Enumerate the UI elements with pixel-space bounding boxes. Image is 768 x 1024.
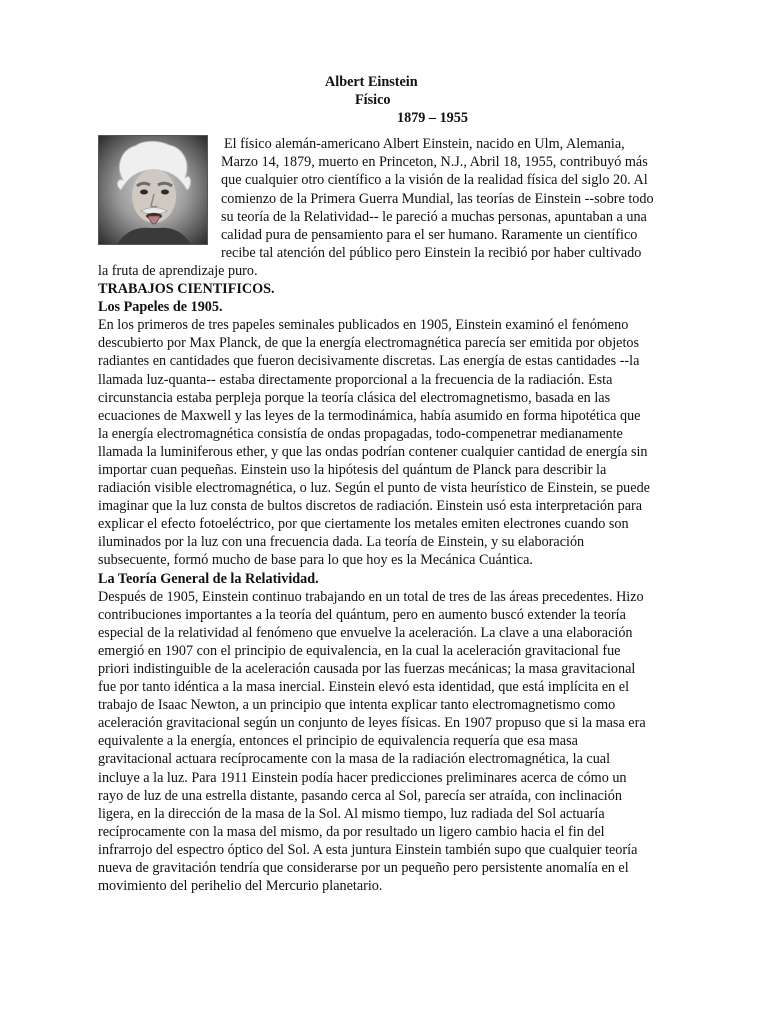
life-years: 1879 – 1955 <box>397 110 468 127</box>
relatividad-paragraph: Después de 1905, Einstein continuo trabajando en un total de tres de las áreas precedentes. Hizo contribuciones importantes a la teoría del quántum, pero en aumento buscó extender la teoría especial de la relatividad al fenómeno que envuelve la aceleración. La clave a una elaboración emergió en 1907 con el principio de equivalencia, en la cual la aceleración gravitacional fue priori indistinguible de la aceleración causada por las fuerzas mecánicas; la masa gravitacional fue por tanto idéntica a la masa inercial. Einstein elevó esta identidad, que está implícita en el trabajo de Isaac Newton, a un principio que intenta explicar tanto electromagnetismo como aceleración gravitacional según un conjunto de leyes físicas. En 1907 propuso que si la masa era equivalente a la energía, entonces el principio de equivalencia requería que esa masa gravitacional actuara recíprocamente con la masa de la radiación electromagnética, la cual incluye a la luz. Para 1911 Einstein podía hacer predicciones preliminares acerca de cómo un rayo de luz de una estrella distante, pasando cerca al Sol, parecía ser atraída, con inclinación ligera, en la dirección de la masa de la Sol. Al mismo tiempo, luz radiada del Sol actuaría recíprocamente con la masa del mismo, da por resultado un ligero cambio hacia el fin del infrarrojo del espectro óptico del Sol. A esta juntura Einstein también supo que cualquier teoría nueva de gravitación tendría que considerarse por un pequeño pero persistente anomalía en el movimiento del perihelio del Mercurio planetario. <box>98 588 646 895</box>
portrait-illustration <box>99 136 207 244</box>
intro-paragraph: El físico alemán-americano Albert Einstein, nacido en Ulm, Alemania, Marzo 14, 1879, muerto en Princeton, N.J., Abril 18, 1955, contribuyó más que cualquier otro científico a la visión de la realidad física del siglo 20. Al comienzo de la Primera Guerra Mundial, las teorías de Einstein --sobre todo su teoría de la Relatividad-- le pareció a muchas personas, apuntaban a una calidad pura de pensamiento para el ser humano. Raramente un científico recibe tal atención del público pero Einstein la recibió por haber cultivado la fruta de aprendizaje puro. <box>98 136 654 279</box>
section-heading-relatividad: La Teoría General de la Relatividad. <box>98 570 319 587</box>
document-subtitle: Físico <box>355 92 391 109</box>
papeles-paragraph: En los primeros de tres papeles seminales publicados en 1905, Einstein examinó el fenómeno descubierto por Max Planck, de que la energía electromagnética parecía ser emitida por objetos radiantes en cantidades que fueron decisivamente discretas. Las energía de estas cantidades --la llamada luz-quanta-- estaba directamente proporcional a la frecuencia de la radiación. Esta circunstancia estaba perpleja porque la teoría clásica del electromagnetismo, basada en las ecuaciones de Maxwell y las leyes de la termodinámica, había asumido en forma hipotética que la energía electromagnética consistía de ondas propagadas, todo-compenetrar medianamente llamada la luminiferous ether, y que las ondas podrían contener cualquier cantidad de energía sin importar cuan pequeñas. Einstein uso la hipótesis del quántum de Planck para describir la radiación visible electromagnética, o luz. Según el punto de vista heurístico de Einstein, se puede imaginar que la luz consta de bultos discretos de radiación. Einstein usó esta interpretación para explicar el efecto fotoeléctrico, por que ciertamente los metales emiten electrones cuando son iluminados por la luz con una frecuencia dada. La teoría de Einstein, y su elaboración subsecuente, formó mucho de base para lo que hoy es la Mecánica Cuántica. <box>98 317 650 569</box>
document-title: Albert Einstein <box>325 74 418 90</box>
einstein-portrait <box>98 135 208 245</box>
section-heading-trabajos: TRABAJOS CIENTIFICOS. <box>98 281 275 298</box>
document-page <box>98 73 654 895</box>
section-heading-papeles: Los Papeles de 1905. <box>98 299 223 316</box>
